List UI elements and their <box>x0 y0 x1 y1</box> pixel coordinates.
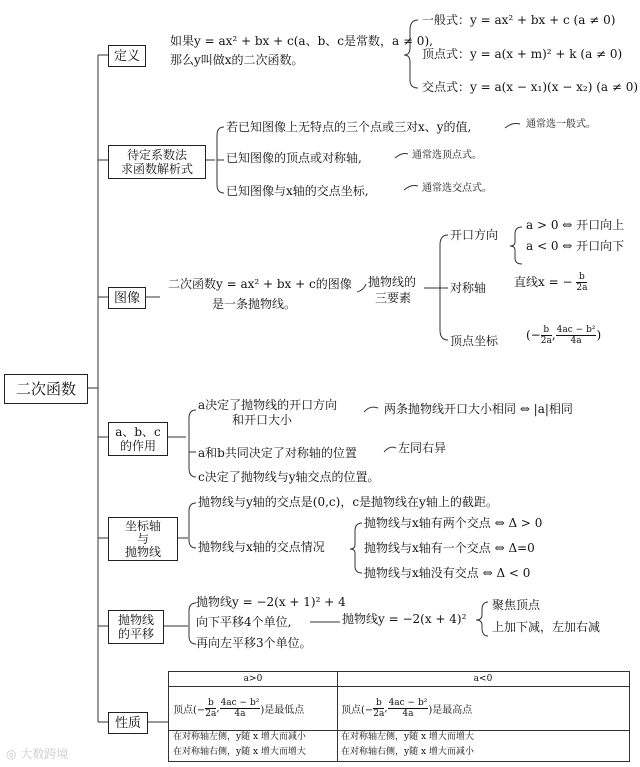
props-col1-num2: 4ac − b² <box>220 697 260 708</box>
props-col2-vertex: 顶点(− $\frac{b}{2a}$ , $\frac{\text{4ac − b²}}{4a}$ )是最高点 <box>337 686 629 731</box>
props-col2-pre: 顶点(− <box>341 704 374 716</box>
definition-text-1: 如果y = ax² + bx + c(a、b、c是常数，a ≠ 0), <box>170 34 433 48</box>
axes-label-1: 坐标轴 <box>124 518 161 533</box>
undetermined-note-3: 通常选交点式。 <box>422 183 492 194</box>
props-col2-den1: 2a <box>373 708 385 719</box>
node-translate <box>108 610 164 644</box>
props-col1-vertex: 顶点(− $\frac{b}{2a}$ , $\frac{\text{4ac − b²}}{4a}$ )是最低点 <box>169 686 337 731</box>
translate-label-2: 的平移 <box>117 627 154 641</box>
node-undetermined <box>108 145 206 179</box>
open-down: a < 0 ⇔ 开口向下 <box>526 239 625 253</box>
open-up: a > 0 ⇔ 开口向上 <box>526 218 625 232</box>
axes-y-text: 抛物线与y轴的交点是(0,c)，c是抛物线在y轴上的截距。 <box>198 495 498 509</box>
props-col2-line1: 在对称轴左侧，y随 x 增大而增大 <box>341 732 474 742</box>
axes-case-3: 抛物线与x轴没有交点 ⇔ Δ < 0 <box>364 566 531 580</box>
graph-text-2: 是一条抛物线。 <box>212 297 297 311</box>
node-coeff <box>108 422 168 456</box>
props-col2-mono <box>337 730 629 762</box>
opening-label: 开口方向 <box>450 228 499 242</box>
props-col1-head: a>0 <box>169 672 337 687</box>
axes-label-3: 抛物线 <box>124 544 161 559</box>
props-col1-frac1 <box>205 698 216 719</box>
coeff-a-note: 两条抛物线开口大小相同 ⇔ |a|相同 <box>384 402 573 416</box>
watermark-text: 大数跨境 <box>20 747 69 761</box>
translate-rule1: 聚焦顶点 <box>492 598 541 612</box>
undetermined-cond-3: 已知图像与x轴的交点坐标, <box>226 184 369 198</box>
vertex-coords: (− $\frac{b}{2a}$ , $\frac{\text{4ac − b²}}{4a}$ ) <box>526 325 602 346</box>
props-col1-line1: 在对称轴左侧，y随 x 增大而减小 <box>173 732 306 742</box>
graph-label: 图像 <box>113 290 140 306</box>
node-graph <box>108 287 146 309</box>
props-col2-den2: 4a <box>402 708 414 719</box>
vertex-num-2: 4ac − b² <box>556 325 596 335</box>
props-col1-post: )是最低点 <box>260 704 305 716</box>
axis-eq-prefix: 直线x = − <box>514 275 573 289</box>
coeff-label-1: a、b、c <box>115 425 161 439</box>
coeff-b: a和b共同决定了对称轴的位置 <box>198 446 357 460</box>
coeff-c: c决定了抛物线与y轴交点的位置。 <box>198 470 380 484</box>
definition-label: 定义 <box>113 48 140 64</box>
props-col1-mono <box>169 730 337 762</box>
props-col1-frac2 <box>220 698 261 719</box>
root-node <box>4 374 88 404</box>
undetermined-label-2: 求函数解析式 <box>120 162 193 176</box>
props-col1-line2: 在对称轴右侧，y随 x 增大而增大 <box>173 747 306 757</box>
undetermined-cond-1: 若已知图像上无特点的三个点或三对x、y的值, <box>226 120 472 134</box>
node-definition <box>108 45 146 67</box>
undetermined-note-1: 通常选一般式。 <box>526 119 596 130</box>
props-col2-num1: b <box>373 698 384 709</box>
translate-step1: 向下平移4个单位, <box>196 615 292 629</box>
graph-text-1: 二次函数y = ax² + bx + c的图像 <box>168 277 352 291</box>
props-col1-den1: 2a <box>205 708 217 719</box>
coeff-a-1: a决定了抛物线的开口方向 <box>198 398 338 412</box>
axis-num: b <box>576 272 587 283</box>
translate-eq1: 抛物线y = −2(x + 1)² + 4 <box>196 595 346 609</box>
props-col2-num2: 4ac − b² <box>388 697 428 708</box>
vertex-den-1: 2a <box>540 336 552 346</box>
props-label: 性质 <box>114 715 141 731</box>
node-props <box>108 712 148 734</box>
watermark-logo <box>6 745 68 762</box>
props-col2-frac1 <box>373 698 384 719</box>
props-col1-pre: 顶点(− <box>173 704 206 716</box>
props-col1-num1: b <box>205 698 216 709</box>
vertex-frac-1 <box>541 325 552 346</box>
node-axes <box>108 517 178 561</box>
form-vertex: 顶点式：y = a(x + m)² + k (a ≠ 0) <box>422 47 623 61</box>
props-col2-post: )是最高点 <box>428 704 473 716</box>
coeff-a-2: 和开口大小 <box>232 413 293 427</box>
axis-equation <box>514 272 587 293</box>
translate-eq2: 抛物线y = −2(x + 4)² <box>342 612 467 626</box>
props-col1-den2: 4a <box>234 708 246 719</box>
form-intercept: 交点式：y = a(x − x₁)(x − x₂) (a ≠ 0) <box>422 80 639 94</box>
props-table <box>168 671 630 762</box>
three-elements-1: 抛物线的 <box>368 275 417 289</box>
translate-label-1: 抛物线 <box>117 613 154 627</box>
three-elements-2: 三要素 <box>375 291 412 305</box>
axis-fraction <box>576 272 587 293</box>
vertex-frac-2 <box>556 325 597 346</box>
coeff-label-2: 的作用 <box>119 439 156 453</box>
axes-x-text: 抛物线与x轴的交点情况 <box>198 540 325 554</box>
props-col2-frac2 <box>388 698 429 719</box>
props-col2-head: a<0 <box>337 672 629 687</box>
vertex-den-2: 4a <box>570 336 582 346</box>
definition-text-2: 那么y叫做x的二次函数。 <box>170 53 304 67</box>
axes-case-2: 抛物线与x轴有一个交点 ⇔ Δ=0 <box>364 541 535 555</box>
vertex-num-1: b <box>541 325 552 336</box>
vertex-label: 顶点坐标 <box>450 334 499 348</box>
undetermined-note-2: 通常选顶点式。 <box>412 150 482 161</box>
undetermined-cond-2: 已知图像的顶点或对称轴, <box>226 151 362 165</box>
watermark-icon: ◎ <box>6 747 17 761</box>
props-col2-line2: 在对称轴右侧，y随 x 增大而减小 <box>341 747 474 757</box>
axis-label: 对称轴 <box>450 281 487 295</box>
axes-label-2: 与 <box>136 531 149 546</box>
translate-rule2: 上加下减，左加右减 <box>492 620 601 634</box>
translate-step2: 再向左平移3个单位。 <box>196 636 312 650</box>
coeff-b-note: 左同右异 <box>398 441 447 455</box>
axis-den: 2a <box>576 283 588 293</box>
undetermined-label-1: 待定系数法 <box>126 148 187 162</box>
axes-case-1: 抛物线与x轴有两个交点 ⇔ Δ > 0 <box>364 516 543 530</box>
root-label: 二次函数 <box>15 379 76 398</box>
form-general: 一般式：y = ax² + bx + c (a ≠ 0) <box>422 13 616 27</box>
